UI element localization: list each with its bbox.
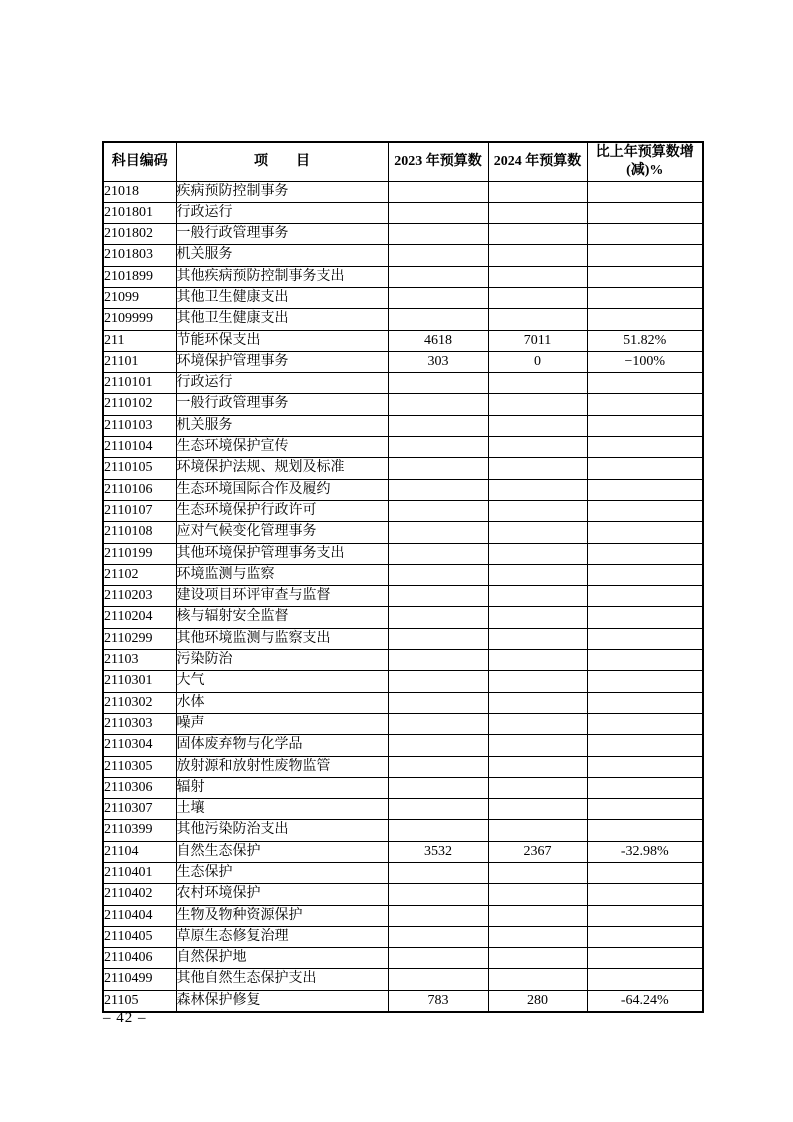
- budget-2023-cell: [388, 309, 488, 330]
- change-percent-cell: [587, 692, 703, 713]
- budget-2024-cell: [488, 820, 587, 841]
- table-row: [103, 841, 703, 862]
- budget-2023-cell: [388, 586, 488, 607]
- item-cell: 放射源和放射性废物监管: [176, 756, 388, 777]
- code-cell: 2110304: [103, 735, 176, 756]
- change-percent-cell: [587, 628, 703, 649]
- column-header-budget-2023: 2023 年预算数: [388, 142, 488, 181]
- budget-2024-cell: [488, 394, 587, 415]
- table-row: [103, 330, 703, 351]
- code-cell: 2110107: [103, 500, 176, 521]
- budget-2024-cell: [488, 500, 587, 521]
- change-percent-cell: [587, 735, 703, 756]
- change-percent-cell: [587, 287, 703, 308]
- item-cell: 水体: [176, 692, 388, 713]
- change-percent-cell: [587, 969, 703, 990]
- budget-2024-cell: 2367: [488, 841, 587, 862]
- budget-2023-cell: [388, 522, 488, 543]
- budget-2024-cell: [488, 202, 587, 223]
- change-percent-cell: [587, 863, 703, 884]
- budget-2024-cell: [488, 373, 587, 394]
- budget-2023-cell: [388, 969, 488, 990]
- code-cell: 2109999: [103, 309, 176, 330]
- change-percent-cell: [587, 266, 703, 287]
- table-row: [103, 394, 703, 415]
- budget-2023-cell: [388, 394, 488, 415]
- budget-2023-cell: 3532: [388, 841, 488, 862]
- table-row: [103, 990, 703, 1012]
- budget-2023-cell: [388, 905, 488, 926]
- budget-2024-cell: [488, 479, 587, 500]
- change-percent-cell: [587, 756, 703, 777]
- change-percent-cell: [587, 479, 703, 500]
- item-cell: 生态环境国际合作及履约: [176, 479, 388, 500]
- budget-2024-cell: [488, 224, 587, 245]
- budget-2023-cell: [388, 713, 488, 734]
- change-percent-cell: [587, 309, 703, 330]
- change-percent-cell: [587, 522, 703, 543]
- code-cell: 2110203: [103, 586, 176, 607]
- change-percent-cell: -64.24%: [587, 990, 703, 1012]
- item-cell: 一般行政管理事务: [176, 394, 388, 415]
- budget-2024-cell: [488, 735, 587, 756]
- code-cell: 21099: [103, 287, 176, 308]
- item-cell: 辐射: [176, 777, 388, 798]
- change-percent-cell: -32.98%: [587, 841, 703, 862]
- table-row: [103, 820, 703, 841]
- budget-2023-cell: [388, 671, 488, 692]
- budget-2024-cell: 280: [488, 990, 587, 1012]
- change-percent-cell: [587, 820, 703, 841]
- budget-2023-cell: [388, 245, 488, 266]
- table-row: [103, 245, 703, 266]
- table-row: [103, 479, 703, 500]
- budget-2024-cell: [488, 713, 587, 734]
- change-percent-cell: [587, 926, 703, 947]
- table-row: [103, 777, 703, 798]
- page-number: – 42 –: [103, 1010, 147, 1026]
- table-row: [103, 926, 703, 947]
- item-cell: 其他疾病预防控制事务支出: [176, 266, 388, 287]
- item-cell: 草原生态修复治理: [176, 926, 388, 947]
- budget-2023-cell: [388, 607, 488, 628]
- change-percent-cell: [587, 905, 703, 926]
- column-header-budget-2024: 2024 年预算数: [488, 142, 587, 181]
- budget-2024-cell: [488, 522, 587, 543]
- table-row: [103, 309, 703, 330]
- budget-2024-cell: [488, 287, 587, 308]
- code-cell: 2110299: [103, 628, 176, 649]
- code-cell: 2110106: [103, 479, 176, 500]
- change-percent-cell: [587, 373, 703, 394]
- budget-2023-cell: 303: [388, 351, 488, 372]
- table-row: [103, 543, 703, 564]
- table-row: [103, 671, 703, 692]
- change-percent-cell: [587, 948, 703, 969]
- table-row: [103, 884, 703, 905]
- item-cell: 核与辐射安全监督: [176, 607, 388, 628]
- item-cell: 一般行政管理事务: [176, 224, 388, 245]
- table-row: [103, 756, 703, 777]
- table-row: [103, 500, 703, 521]
- item-cell: 机关服务: [176, 415, 388, 436]
- column-header-subject-code: 科目编码: [103, 142, 176, 181]
- change-percent-cell: [587, 543, 703, 564]
- budget-2023-cell: [388, 650, 488, 671]
- code-cell: 2110307: [103, 799, 176, 820]
- change-percent-cell: [587, 586, 703, 607]
- budget-2024-cell: [488, 884, 587, 905]
- budget-2023-cell: [388, 926, 488, 947]
- code-cell: 2101899: [103, 266, 176, 287]
- code-cell: 2110204: [103, 607, 176, 628]
- budget-2024-cell: [488, 948, 587, 969]
- budget-2023-cell: [388, 500, 488, 521]
- budget-2023-cell: [388, 224, 488, 245]
- item-cell: 土壤: [176, 799, 388, 820]
- budget-2023-cell: [388, 799, 488, 820]
- budget-2024-cell: [488, 245, 587, 266]
- budget-2023-cell: [388, 884, 488, 905]
- code-cell: 21102: [103, 564, 176, 585]
- budget-2024-cell: [488, 309, 587, 330]
- budget-2023-cell: [388, 287, 488, 308]
- code-cell: 21103: [103, 650, 176, 671]
- change-percent-cell: [587, 564, 703, 585]
- table-row: [103, 628, 703, 649]
- budget-2024-cell: [488, 650, 587, 671]
- budget-2024-cell: [488, 181, 587, 202]
- table-row: [103, 458, 703, 479]
- change-percent-cell: [587, 777, 703, 798]
- item-cell: 生态环境保护宣传: [176, 437, 388, 458]
- code-cell: 2101801: [103, 202, 176, 223]
- budget-2024-cell: [488, 564, 587, 585]
- change-percent-cell: [587, 245, 703, 266]
- budget-2023-cell: [388, 543, 488, 564]
- budget-2023-cell: [388, 479, 488, 500]
- item-cell: 其他卫生健康支出: [176, 287, 388, 308]
- code-cell: 2110103: [103, 415, 176, 436]
- header-row: [103, 142, 703, 181]
- table-row: [103, 948, 703, 969]
- budget-2023-cell: [388, 756, 488, 777]
- item-cell: 污染防治: [176, 650, 388, 671]
- budget-2023-cell: [388, 692, 488, 713]
- change-percent-cell: [587, 415, 703, 436]
- budget-2024-cell: [488, 756, 587, 777]
- item-cell: 其他卫生健康支出: [176, 309, 388, 330]
- change-percent-cell: 51.82%: [587, 330, 703, 351]
- code-cell: 2110102: [103, 394, 176, 415]
- item-cell: 其他自然生态保护支出: [176, 969, 388, 990]
- item-cell: 其他环境监测与监察支出: [176, 628, 388, 649]
- budget-2024-cell: [488, 415, 587, 436]
- code-cell: 21104: [103, 841, 176, 862]
- change-percent-cell: −100%: [587, 351, 703, 372]
- table-row: [103, 287, 703, 308]
- table-body: [103, 181, 703, 1012]
- table-row: [103, 607, 703, 628]
- budget-2024-cell: 7011: [488, 330, 587, 351]
- change-percent-cell: [587, 607, 703, 628]
- code-cell: 2110305: [103, 756, 176, 777]
- budget-2023-cell: [388, 458, 488, 479]
- budget-2024-cell: [488, 458, 587, 479]
- change-percent-cell: [587, 437, 703, 458]
- code-cell: 2101802: [103, 224, 176, 245]
- code-cell: 2110499: [103, 969, 176, 990]
- change-percent-cell: [587, 884, 703, 905]
- change-percent-cell: [587, 394, 703, 415]
- table-row: [103, 692, 703, 713]
- code-cell: 2110101: [103, 373, 176, 394]
- item-cell: 建设项目环评审查与监督: [176, 586, 388, 607]
- item-cell: 生态环境保护行政许可: [176, 500, 388, 521]
- code-cell: 2110108: [103, 522, 176, 543]
- table-row: [103, 799, 703, 820]
- budget-2023-cell: [388, 820, 488, 841]
- code-cell: 2110402: [103, 884, 176, 905]
- budget-2023-cell: [388, 948, 488, 969]
- table-row: [103, 969, 703, 990]
- table-row: [103, 437, 703, 458]
- code-cell: 2110199: [103, 543, 176, 564]
- budget-2024-cell: 0: [488, 351, 587, 372]
- change-percent-cell: [587, 650, 703, 671]
- item-cell: 噪声: [176, 713, 388, 734]
- item-cell: 疾病预防控制事务: [176, 181, 388, 202]
- budget-2024-cell: [488, 926, 587, 947]
- change-percent-cell: [587, 181, 703, 202]
- code-cell: 2101803: [103, 245, 176, 266]
- table-row: [103, 713, 703, 734]
- budget-2024-cell: [488, 607, 587, 628]
- budget-2023-cell: [388, 863, 488, 884]
- budget-2023-cell: [388, 564, 488, 585]
- item-cell: 环境监测与监察: [176, 564, 388, 585]
- table-row: [103, 863, 703, 884]
- item-cell: 其他污染防治支出: [176, 820, 388, 841]
- item-cell: 自然保护地: [176, 948, 388, 969]
- item-cell: 行政运行: [176, 202, 388, 223]
- table-row: [103, 735, 703, 756]
- item-cell: 机关服务: [176, 245, 388, 266]
- code-cell: 211: [103, 330, 176, 351]
- budget-2024-cell: [488, 628, 587, 649]
- change-percent-cell: [587, 671, 703, 692]
- budget-2023-cell: [388, 777, 488, 798]
- table-row: [103, 202, 703, 223]
- item-cell: 节能环保支出: [176, 330, 388, 351]
- budget-2024-cell: [488, 671, 587, 692]
- budget-2024-cell: [488, 266, 587, 287]
- budget-table: [102, 141, 704, 1013]
- table-row: [103, 181, 703, 202]
- table-row: [103, 351, 703, 372]
- item-cell: 生物及物种资源保护: [176, 905, 388, 926]
- code-cell: 2110105: [103, 458, 176, 479]
- table-row: [103, 415, 703, 436]
- code-cell: 2110104: [103, 437, 176, 458]
- item-cell: 自然生态保护: [176, 841, 388, 862]
- code-cell: 2110405: [103, 926, 176, 947]
- code-cell: 21018: [103, 181, 176, 202]
- change-percent-cell: [587, 500, 703, 521]
- budget-2024-cell: [488, 692, 587, 713]
- table-row: [103, 266, 703, 287]
- budget-2024-cell: [488, 437, 587, 458]
- item-cell: 生态保护: [176, 863, 388, 884]
- budget-2024-cell: [488, 969, 587, 990]
- code-cell: 2110306: [103, 777, 176, 798]
- code-cell: 2110406: [103, 948, 176, 969]
- budget-2023-cell: [388, 266, 488, 287]
- budget-2023-cell: [388, 373, 488, 394]
- table-row: [103, 905, 703, 926]
- item-cell: 环境保护管理事务: [176, 351, 388, 372]
- item-cell: 应对气候变化管理事务: [176, 522, 388, 543]
- table-header: [103, 142, 703, 181]
- table-row: [103, 522, 703, 543]
- item-cell: 森林保护修复: [176, 990, 388, 1012]
- budget-2023-cell: [388, 628, 488, 649]
- budget-2023-cell: [388, 735, 488, 756]
- table-row: [103, 373, 703, 394]
- budget-2023-cell: [388, 181, 488, 202]
- item-cell: 大气: [176, 671, 388, 692]
- budget-2024-cell: [488, 543, 587, 564]
- item-cell: 行政运行: [176, 373, 388, 394]
- code-cell: 21105: [103, 990, 176, 1012]
- change-percent-cell: [587, 202, 703, 223]
- column-header-change-percent: 比上年预算数增(减)%: [587, 142, 703, 181]
- budget-2023-cell: [388, 415, 488, 436]
- budget-2024-cell: [488, 863, 587, 884]
- code-cell: 2110399: [103, 820, 176, 841]
- budget-2024-cell: [488, 586, 587, 607]
- item-cell: 其他环境保护管理事务支出: [176, 543, 388, 564]
- change-percent-cell: [587, 458, 703, 479]
- item-cell: 固体废弃物与化学品: [176, 735, 388, 756]
- budget-2023-cell: [388, 202, 488, 223]
- table-row: [103, 586, 703, 607]
- code-cell: 2110302: [103, 692, 176, 713]
- table-row: [103, 224, 703, 245]
- budget-2024-cell: [488, 905, 587, 926]
- budget-2024-cell: [488, 777, 587, 798]
- table-row: [103, 650, 703, 671]
- code-cell: 2110301: [103, 671, 176, 692]
- item-cell: 环境保护法规、规划及标准: [176, 458, 388, 479]
- change-percent-cell: [587, 224, 703, 245]
- code-cell: 2110401: [103, 863, 176, 884]
- code-cell: 21101: [103, 351, 176, 372]
- code-cell: 2110404: [103, 905, 176, 926]
- budget-2024-cell: [488, 799, 587, 820]
- code-cell: 2110303: [103, 713, 176, 734]
- table-row: [103, 564, 703, 585]
- budget-2023-cell: 783: [388, 990, 488, 1012]
- change-percent-cell: [587, 799, 703, 820]
- budget-2023-cell: 4618: [388, 330, 488, 351]
- budget-2023-cell: [388, 437, 488, 458]
- item-cell: 农村环境保护: [176, 884, 388, 905]
- change-percent-cell: [587, 713, 703, 734]
- column-header-item: 项 目: [176, 142, 388, 181]
